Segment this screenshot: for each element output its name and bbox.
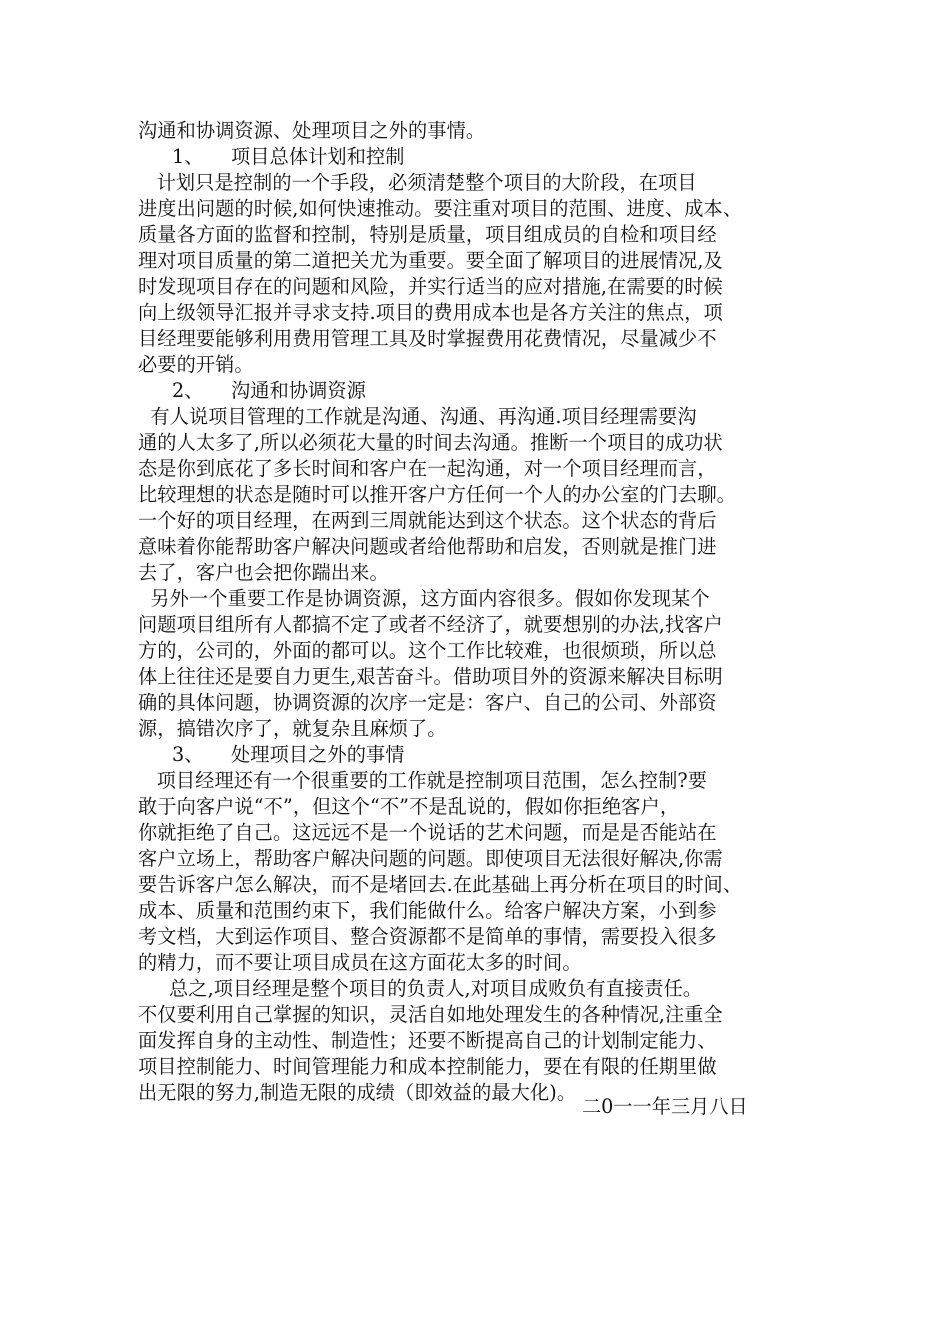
text-line: 沟通和协调资源、处理项目之外的事情。 [138,119,486,142]
text-line: 方的，公司的，外面的都可以。这个工作比较难，也很烦琐，所以总 [138,639,717,662]
section-title: 沟通和协调资源 [231,379,367,402]
text-line: 进度出问题的时候,如何快速推动。要注重对项目的范围、进度、成本、 [138,197,743,220]
text-line: 计划只是控制的一个手段，必须清楚整个项目的大阶段，在项目 [138,171,697,194]
section-number: 2、 [172,379,204,402]
text-line: 源，搞错次序了，就复杂且麻烦了。 [138,717,447,740]
text-line: 向上级领导汇报并寻求支持.项目的费用成本也是各方关注的焦点，项 [138,301,723,324]
text-line: 时发现项目存在的问题和风险，并实行适当的应对措施,在需要的时候 [138,275,723,298]
text-line: 项目经理还有一个很重要的工作就是控制项目范围，怎么控制?要 [138,769,708,792]
document-date: 二0一一年三月八日 [582,1095,748,1118]
section-heading [138,378,838,404]
text-line: 意味着你能帮助客户解决问题或者给他帮助和启发，否则就是推门进 [138,535,717,558]
text-line: 客户立场上，帮助客户解决问题的问题。即使项目无法很好解决,你需 [138,847,723,870]
text-line: 总之,项目经理是整个项目的负责人,对项目成败负有直接责任。 [138,977,703,1000]
text-line: 有人说项目管理的工作就是沟通、沟通、再沟通.项目经理需要沟 [138,405,697,428]
text-line: 不仅要利用自己掌握的知识，灵活自如地处理发生的各种情况,注重全 [138,1003,723,1026]
text-line: 敢于向客户说“不”，但这个“不”不是乱说的，假如你拒绝客户， [138,795,680,818]
text-line: 出无限的努力,制造无限的成绩（即效益的最大化)。 [138,1081,577,1104]
text-line: 面发挥自身的主动性、制造性；还要不断提高自己的计划制定能力、 [138,1029,717,1052]
text-line: 一个好的项目经理，在两到三周就能达到这个状态。这个状态的背后 [138,509,717,532]
text-line: 通的人太多了,所以必须花大量的时间去沟通。推断一个项目的成功状 [138,431,723,454]
text-line: 你就拒绝了自己。这远远不是一个说话的艺术问题，而是是否能站在 [138,821,717,844]
text-line: 要告诉客户怎么解决，而不是堵回去.在此基础上再分析在项目的时间、 [138,873,743,896]
text-line: 理对项目质量的第二道把关尤为重要。要全面了解项目的进展情况,及 [138,249,723,272]
section-number: 3、 [172,743,204,766]
text-line: 另外一个重要工作是协调资源，这方面内容很多。假如你发现某个 [138,587,710,610]
section-number: 1、 [172,145,204,168]
text-line: 去了，客户也会把你踹出来。 [138,561,389,584]
section-heading [138,144,838,170]
text-line: 的精力，而不要让项目成员在这方面花太多的时间。 [138,951,582,974]
text-line: 目经理要能够利用费用管理工具及时掌握费用花费情况，尽量减少不 [138,327,717,350]
text-line: 确的具体问题，协调资源的次序一定是：客户、自己的公司、外部资 [138,691,717,714]
document-body [138,118,838,1106]
section-heading [138,742,838,768]
section-title: 处理项目之外的事情 [231,743,405,766]
text-line: 态是你到底花了多长时间和客户在一起沟通，对一个项目经理而言， [138,457,717,480]
text-line: 问题项目组所有人都搞不定了或者不经济了，就要想别的办法,找客户 [138,613,723,636]
section-title: 项目总体计划和控制 [231,145,405,168]
text-line: 体上往往还是要自力更生,艰苦奋斗。借助项目外的资源来解决目标明 [138,665,723,688]
text-line: 质量各方面的监督和控制，特别是质量，项目组成员的自检和项目经 [138,223,717,246]
text-line: 必要的开销。 [138,353,254,376]
text-line: 项目控制能力、时间管理能力和成本控制能力，要在有限的任期里做 [138,1055,717,1078]
text-line: 成本、质量和范围约束下，我们能做什么。给客户解决方案，小到参 [138,899,717,922]
text-line: 考文档，大到运作项目、整合资源都不是简单的事情，需要投入很多 [138,925,717,948]
text-line: 比较理想的状态是随时可以推开客户方任何一个人的办公室的门去聊。 [138,483,736,506]
